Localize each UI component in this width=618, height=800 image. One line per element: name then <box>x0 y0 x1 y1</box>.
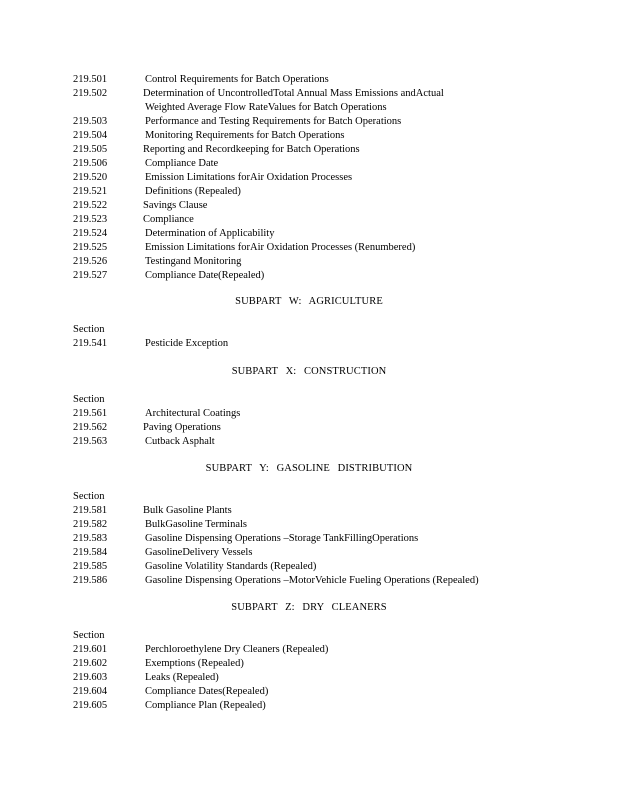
section-number: 219.585 <box>73 561 108 572</box>
section-title: BulkGasoline Terminals <box>145 519 248 530</box>
section-title: Exemptions (Repealed) <box>145 658 244 669</box>
section-title: Determination of Applicability <box>145 228 275 239</box>
section-number: 219.523 <box>73 214 108 225</box>
list-item <box>73 269 573 283</box>
section-label: Section <box>73 394 105 405</box>
section-title: Savings Clause <box>143 200 208 211</box>
section-title: Gasoline Dispensing Operations –Storage TankFillingOperations <box>145 533 419 544</box>
section-label: Section <box>73 491 105 502</box>
section-title: Compliance Dates(Repealed) <box>145 686 269 697</box>
section-number: 219.563 <box>73 436 108 447</box>
section-title: Definitions (Repealed) <box>145 186 241 197</box>
section-number: 219.506 <box>73 158 108 169</box>
section-title: Gasoline Volatility Standards (Repealed) <box>145 561 317 572</box>
section-number: 219.562 <box>73 422 108 433</box>
list-item <box>73 87 573 101</box>
list-item <box>73 532 573 546</box>
section-title: Performance and Testing Requirements for Batch Operations <box>145 116 402 127</box>
list-item <box>73 560 573 574</box>
list-item <box>73 73 573 87</box>
list-item <box>73 574 573 588</box>
section-number: 219.601 <box>73 644 108 655</box>
section-title: Paving Operations <box>143 422 221 433</box>
section-number: 219.524 <box>73 228 108 239</box>
section-title: Bulk Gasoline Plants <box>143 505 232 516</box>
section-number: 219.504 <box>73 130 108 141</box>
section-title: Architectural Coatings <box>145 408 241 419</box>
section-number: 219.582 <box>73 519 108 530</box>
section-number: 219.561 <box>73 408 108 419</box>
section-title: Determination of UncontrolledTotal Annual Mass Emissions andActual <box>143 88 444 99</box>
section-number: 219.583 <box>73 533 108 544</box>
section-number: 219.527 <box>73 270 108 281</box>
subpart-w-list <box>73 323 573 351</box>
section-title: Gasoline Dispensing Operations –MotorVehicle Fueling Operations (Repealed) <box>145 575 479 586</box>
list-item <box>73 227 573 241</box>
section-title: Leaks (Repealed) <box>145 672 219 683</box>
section-title-continuation: Weighted Average Flow RateValues for Batch Operations <box>145 102 387 113</box>
section-title: Compliance Plan (Repealed) <box>145 700 266 711</box>
list-item <box>73 185 573 199</box>
list-item <box>73 657 573 671</box>
subpart-z-list <box>73 629 573 713</box>
list-item <box>73 199 573 213</box>
section-number: 219.603 <box>73 672 108 683</box>
section-title: Perchloroethylene Dry Cleaners (Repealed) <box>145 644 329 655</box>
section-label: Section <box>73 630 105 641</box>
section-title: Cutback Asphalt <box>145 436 215 447</box>
section-list-top <box>73 73 573 283</box>
section-title: Pesticide Exception <box>145 338 229 349</box>
section-number: 219.502 <box>73 88 108 99</box>
subpart-x-heading: SUBPART X: CONSTRUCTION <box>231 366 387 377</box>
section-title: Control Requirements for Batch Operations <box>145 74 329 85</box>
section-title: Compliance <box>143 214 194 225</box>
section-number: 219.581 <box>73 505 108 516</box>
section-number: 219.586 <box>73 575 108 586</box>
subpart-x-list <box>73 393 573 449</box>
section-title: Reporting and Recordkeeping for Batch Operations <box>143 144 360 155</box>
list-item <box>73 685 573 699</box>
list-item <box>73 337 573 351</box>
list-item <box>73 504 573 518</box>
subpart-y-list <box>73 490 573 588</box>
section-number: 219.503 <box>73 116 108 127</box>
list-item <box>73 129 573 143</box>
section-title: Compliance Date <box>145 158 219 169</box>
section-number: 219.522 <box>73 200 108 211</box>
list-item <box>73 643 573 657</box>
section-number: 219.604 <box>73 686 108 697</box>
section-number: 219.584 <box>73 547 108 558</box>
section-title: Monitoring Requirements for Batch Operations <box>145 130 345 141</box>
list-item <box>73 213 573 227</box>
section-label: Section <box>73 324 105 335</box>
subpart-z-heading: SUBPART Z: DRY CLEANERS <box>231 602 387 613</box>
section-title: GasolineDelivery Vessels <box>145 547 253 558</box>
section-number: 219.521 <box>73 186 108 197</box>
list-item <box>73 671 573 685</box>
list-item <box>73 421 573 435</box>
subpart-y-heading: SUBPART Y: GASOLINE DISTRIBUTION <box>205 463 413 474</box>
list-item <box>73 407 573 421</box>
list-item <box>73 157 573 171</box>
section-title: Emission Limitations forAir Oxidation Processes <box>145 172 353 183</box>
section-number: 219.520 <box>73 172 108 183</box>
section-title: Compliance Date(Repealed) <box>145 270 265 281</box>
list-item <box>73 241 573 255</box>
list-item <box>73 546 573 560</box>
list-item <box>73 435 573 449</box>
section-title: Testingand Monitoring <box>145 256 242 267</box>
section-number: 219.541 <box>73 338 108 349</box>
section-number: 219.501 <box>73 74 108 85</box>
list-item <box>73 518 573 532</box>
list-item <box>73 255 573 269</box>
section-number: 219.602 <box>73 658 108 669</box>
section-number: 219.526 <box>73 256 108 267</box>
section-number: 219.605 <box>73 700 108 711</box>
list-item <box>73 143 573 157</box>
section-number: 219.505 <box>73 144 108 155</box>
subpart-w-heading: SUBPART W: AGRICULTURE <box>235 296 383 307</box>
list-item <box>73 115 573 129</box>
section-number: 219.525 <box>73 242 108 253</box>
list-item <box>73 171 573 185</box>
section-title: Emission Limitations forAir Oxidation Processes (Renumbered) <box>145 242 416 253</box>
list-item <box>73 699 573 713</box>
